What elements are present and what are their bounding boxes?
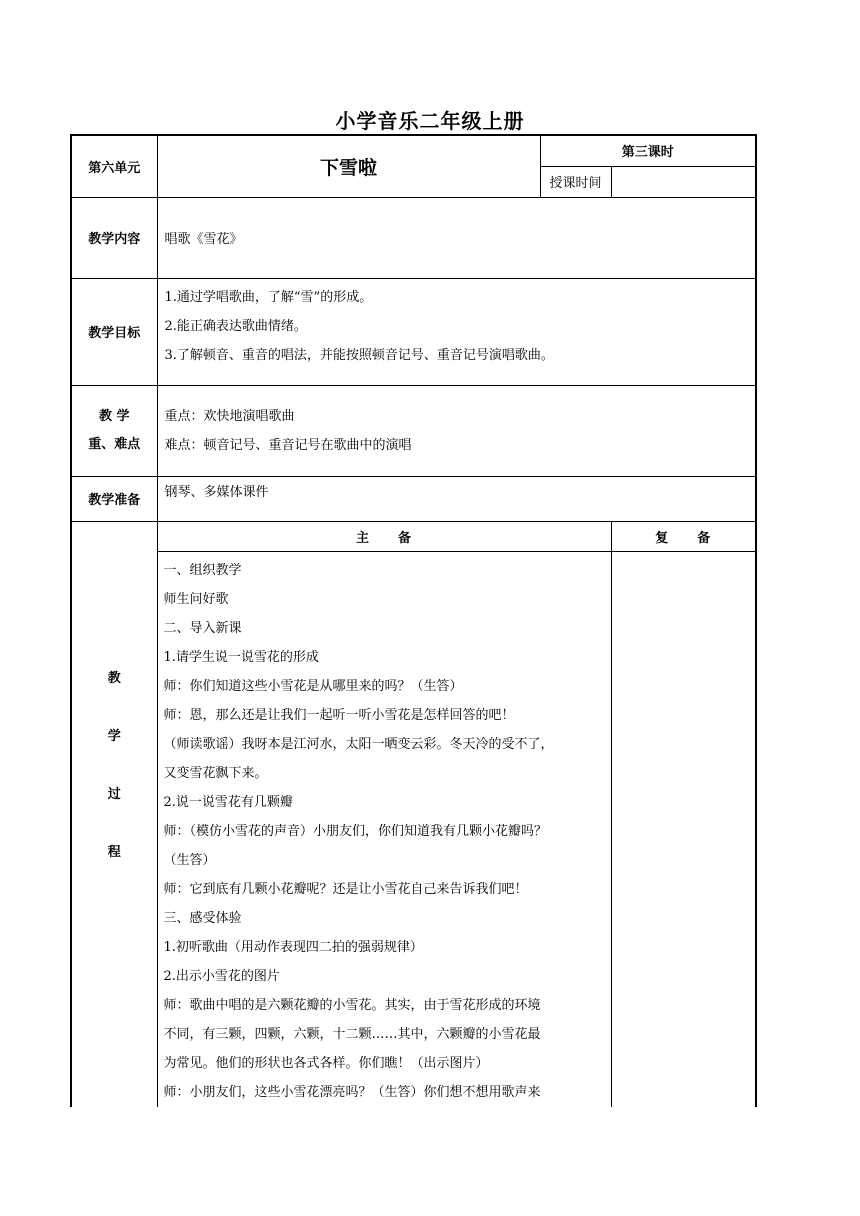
key-point-line: 难点：顿音记号、重音记号在歌曲中的演唱 bbox=[164, 437, 412, 453]
goals-label: 教学目标 bbox=[71, 278, 157, 385]
process-line: 一、组织教学 bbox=[163, 562, 242, 578]
process-line: 师：歌曲中唱的是六颗花瓣的小雪花。其实，由于雪花形成的环境 bbox=[163, 997, 541, 1013]
process-line: 师：你们知道这些小雪花是从哪里来的吗？（生答） bbox=[163, 678, 463, 694]
process-line: 师：恩，那么还是让我们一起听一听小雪花是怎样回答的吧！ bbox=[163, 707, 515, 723]
process-line: 1.请学生说一说雪花的形成 bbox=[163, 649, 319, 665]
unit-label: 第六单元 bbox=[71, 135, 157, 197]
process-line: 师生问好歌 bbox=[163, 591, 229, 607]
process-header-row bbox=[71, 521, 756, 551]
process-line: 为常见。他们的形状也各式各样。你们瞧！（出示图片） bbox=[163, 1055, 489, 1071]
key-point-line: 重点：欢快地演唱歌曲 bbox=[164, 408, 295, 424]
lesson-title: 下雪啦 bbox=[157, 135, 540, 197]
process-review-area bbox=[611, 551, 756, 1107]
preparation-label: 教学准备 bbox=[71, 476, 157, 521]
page-title: 小学音乐二年级上册 bbox=[335, 109, 525, 133]
process-line: 二、导入新课 bbox=[163, 620, 242, 636]
process-body-row bbox=[71, 551, 756, 1107]
review-header: 复 备 bbox=[611, 521, 756, 551]
key-points-label-line1: 教 学 bbox=[98, 408, 130, 424]
time-value bbox=[611, 166, 756, 197]
process-line: 师：小朋友们，这些小雪花漂亮吗？（生答）你们想不想用歌声来 bbox=[163, 1084, 541, 1100]
header-row-1 bbox=[71, 135, 756, 166]
goals-row bbox=[71, 278, 756, 385]
goals-text bbox=[157, 278, 756, 385]
key-points-text bbox=[157, 385, 756, 476]
process-line: 2.出示小雪花的图片 bbox=[163, 968, 280, 984]
goal-line: 2.能正确表达歌曲情绪。 bbox=[164, 318, 307, 334]
key-points-row bbox=[71, 385, 756, 476]
preparation-row bbox=[71, 476, 756, 521]
process-line: 2.说一说雪花有几颗瓣 bbox=[163, 794, 293, 810]
process-main-text bbox=[157, 551, 611, 1107]
process-line: 1.初听歌曲（用动作表现四二拍的强弱规律） bbox=[163, 939, 423, 955]
process-line: （生答） bbox=[163, 852, 216, 868]
process-line: 不同，有三颗，四颗，六颗，十二颗……其中，六颗瓣的小雪花最 bbox=[163, 1026, 541, 1042]
lesson-plan-table bbox=[70, 134, 757, 1107]
process-label bbox=[71, 521, 157, 1107]
preparation-text: 钢琴、多媒体课件 bbox=[157, 476, 756, 521]
process-line: 师：（模仿小雪花的声音）小朋友们，你们知道我有几颗小花瓣吗？ bbox=[163, 823, 548, 839]
goal-line: 3.了解顿音、重音的唱法，并能按照顿音记号、重音记号演唱歌曲。 bbox=[164, 347, 554, 363]
content-row bbox=[71, 197, 756, 278]
process-line: 又变雪花飘下来。 bbox=[163, 765, 268, 781]
time-label: 授课时间 bbox=[540, 166, 611, 197]
content-label: 教学内容 bbox=[71, 197, 157, 278]
process-label-char: 过 bbox=[107, 786, 121, 802]
process-label-char: 程 bbox=[107, 844, 121, 860]
process-line: 师：它到底有几颗小花瓣呢？还是让小雪花自己来告诉我们吧！ bbox=[163, 881, 528, 897]
goal-line: 1.通过学唱歌曲，了解“雪”的形成。 bbox=[164, 289, 373, 305]
main-prep-header: 主 备 bbox=[157, 521, 611, 551]
key-points-label bbox=[71, 385, 157, 476]
key-points-label-line2: 重、难点 bbox=[88, 436, 141, 452]
process-label-char: 学 bbox=[107, 728, 121, 744]
process-label-char: 教 bbox=[107, 670, 121, 686]
process-line: （师读歌谣）我呀本是江河水，太阳一晒变云彩。冬天冷的受不了， bbox=[163, 736, 554, 752]
process-line: 三、感受体验 bbox=[163, 910, 242, 926]
content-text: 唱歌《雪花》 bbox=[157, 197, 756, 278]
period-label: 第三课时 bbox=[540, 135, 756, 166]
